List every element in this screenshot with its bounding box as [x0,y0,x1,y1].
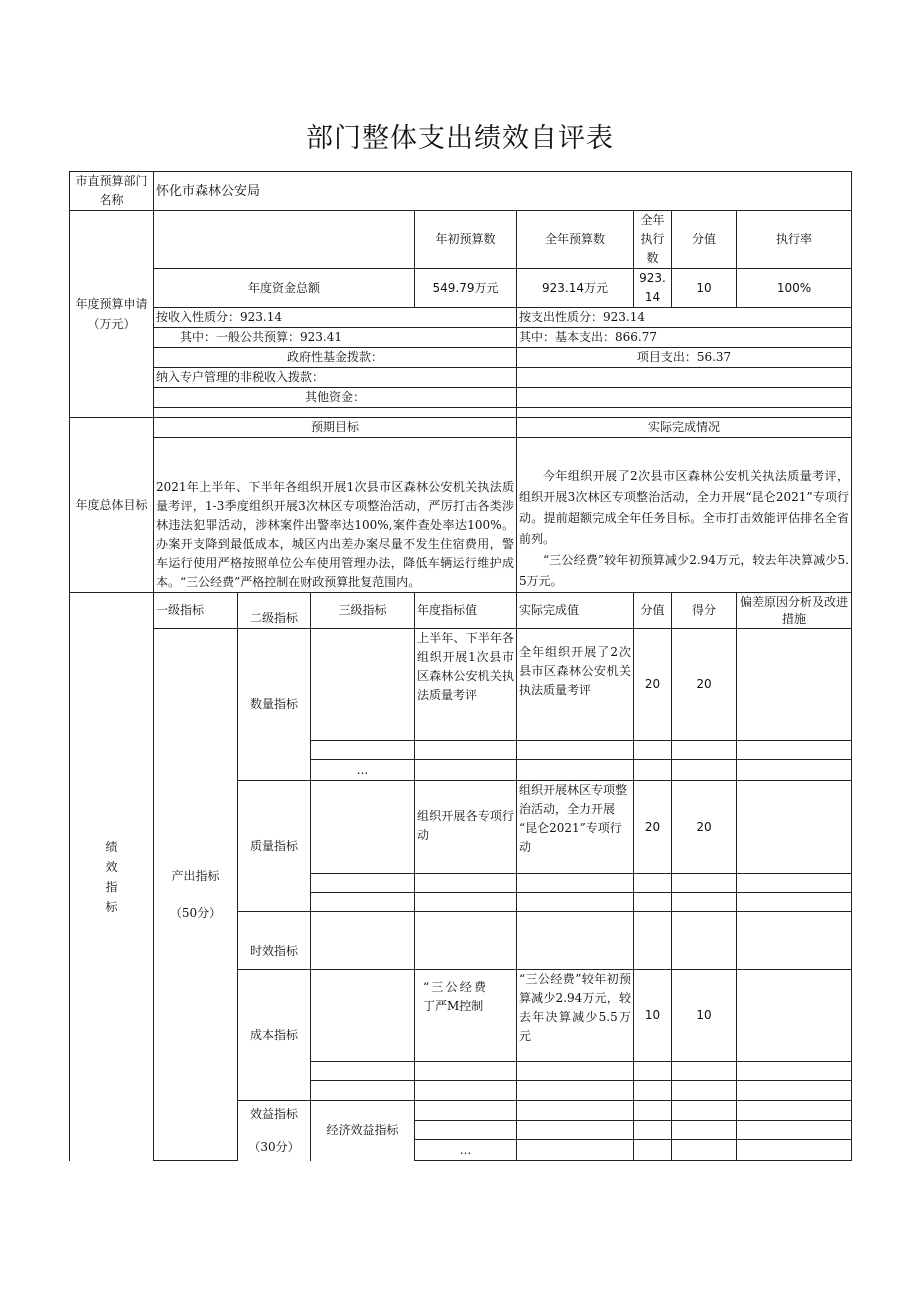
expected-goal-header: 预期目标 [154,418,517,438]
blank-cell [517,741,634,760]
actual-goal-header: 实际完成情况 [517,418,852,438]
blank-cell [737,760,852,781]
quantity-weight: 20 [634,629,672,741]
blank-cell [517,1140,634,1161]
blank-cell [737,1062,852,1081]
quality-actual: 组织开展林区专项整治活动，全力开展 “昆仑2021”专项行动 [517,781,634,874]
general-budget: 其中：一般公共预算：923.41 [154,328,517,348]
blank-cell [634,760,672,781]
benefit-indicator-points: （30分） [248,1139,300,1154]
blank-cell [517,1121,634,1140]
quantity-ellipsis: ... [311,760,415,781]
blank-cell [672,741,737,760]
cost-target: “三公经费丁严M控制 [415,970,517,1062]
dept-label: 市直预算部门名称 [70,172,154,211]
header-weight: 分值 [672,211,737,269]
dept-name: 怀化市森林公安局 [154,172,852,211]
economic-ellipsis: ... [415,1140,517,1161]
blank-cell [737,1121,852,1140]
blank-cell [672,1081,737,1101]
blank-cell [517,368,852,388]
total-exec: 923.14 [634,269,672,308]
quality-score: 20 [672,781,737,874]
blank-cell [634,1121,672,1140]
budget-label: 年度预算申请（万元） [70,211,154,418]
gov-fund: 政府性基金拨款： [154,348,517,368]
l3-header: 三级指标 [311,593,415,629]
goals-label: 年度总体目标 [70,418,154,593]
blank-cell [672,874,737,893]
output-indicator-name: 产出指标 [171,868,220,883]
blank-cell [737,893,852,912]
benefit-indicator-name: 效益指标 [249,1106,298,1121]
economic-indicator: 经济效益指标 [311,1101,415,1161]
target-header: 年度指标值 [415,593,517,629]
quality-weight: 20 [634,781,672,874]
nontax-income: 纳入专户管理的非税收入拨款： [154,368,517,388]
actual-header: 实际完成值 [517,593,634,629]
total-initial: 549.79万元 [415,269,517,308]
blank-cell [737,741,852,760]
blank-cell [672,1140,737,1161]
blank-cell [517,912,634,970]
l2-header: 二级指标 [238,593,311,629]
blank-cell [634,893,672,912]
quality-analysis [737,781,852,874]
blank-cell [517,388,852,408]
quantity-actual: 全年组织开展了2次县市区森林公安机关执法质量考评 [517,629,634,741]
blank-cell [415,874,517,893]
blank-cell [154,408,517,418]
blank-cell [311,629,415,741]
blank-cell [415,1121,517,1140]
blank-cell [311,912,415,970]
blank-cell [415,1081,517,1101]
blank-cell [634,1062,672,1081]
header-exec: 全年执行数 [634,211,672,269]
cost-indicator: 成本指标 [238,970,311,1101]
quality-indicator: 质量指标 [238,781,311,912]
blank-cell [517,874,634,893]
blank-cell [415,760,517,781]
blank-cell [517,408,852,418]
blank-cell [634,912,672,970]
blank-cell [311,874,415,893]
basic-expense: 其中：基本支出：866.77 [517,328,852,348]
blank-cell [517,760,634,781]
header-initial: 年初预算数 [415,211,517,269]
total-rate: 100% [737,269,852,308]
blank-cell [311,1062,415,1081]
output-indicator-points: （50分） [169,905,222,920]
cost-score: 10 [672,970,737,1062]
blank-cell [415,912,517,970]
blank-cell [517,1081,634,1101]
blank-cell [672,893,737,912]
benefit-indicator-cell [238,1101,311,1161]
perf-label: 绩效指标 [70,593,154,1161]
blank-cell [737,1101,852,1121]
blank-cell [672,1101,737,1121]
expected-goal-text: 2021年上半年、下半年各组织开展1次县市区森林公安机关执法质量考评，1-3季度组织开展3次林区专项整治活动，严厉打击各类涉林违法犯罪活动，涉林案件出警率达100%,案件查处率达100%。办案开支降到最低成本，城区内出差办案尽量不发生住宿费用，警车运行使用严格按照单位公车使用管理办法，降低车辆运行维护成本。“三公经费”严格控制在财政预算批复范围内。 [154,438,517,593]
blank-cell [634,874,672,893]
header-rate: 执行率 [737,211,852,269]
evaluation-table [69,171,852,1161]
blank-cell [415,893,517,912]
blank-cell [517,1062,634,1081]
actual-goal-text: 今年组织开展了2次县市区森林公安机关执法质量考评，组织开展3次林区专项整治活动，全力开展“昆仑2021”专项行动。提前超额完成全年任务目标。全市打击效能评估排名全省前列。 [519,469,850,546]
blank-cell [415,741,517,760]
blank-cell [672,1121,737,1140]
cost-weight: 10 [634,970,672,1062]
l1-header: 一级指标 [154,593,238,629]
timeliness-indicator: 时效指标 [238,912,311,970]
blank-cell [311,1081,415,1101]
page-title: 部门整体支出绩效自评表 [306,123,614,154]
blank-cell [737,1081,852,1101]
header-full: 全年预算数 [517,211,634,269]
blank-cell [517,1101,634,1121]
blank-cell [634,1101,672,1121]
blank-cell [737,1140,852,1161]
total-full: 923.14万元 [517,269,634,308]
blank-cell [415,1062,517,1081]
blank-cell [311,970,415,1062]
cost-analysis [737,970,852,1062]
quantity-target: 上半年、下半年各组织开展1次县市区森林公安机关执法质量考评 [415,629,517,741]
budget-header-blank [154,211,415,269]
blank-cell [737,912,852,970]
blank-cell [311,893,415,912]
expense-nature: 按支出性质分：923.14 [517,308,852,328]
quantity-analysis [737,629,852,741]
quality-target: 组织开展各专项行动 [415,781,517,874]
score-header: 得分 [672,593,737,629]
income-nature: 按收入性质分：923.14 [154,308,517,328]
analysis-header: 偏差原因分析及改进措施 [737,593,852,629]
blank-cell [311,781,415,874]
blank-cell [672,1062,737,1081]
cost-actual: “三公经费”较年初预算减少2.94万元，较去年决算减少5.5万元 [517,970,634,1062]
quantity-score: 20 [672,629,737,741]
blank-cell [672,912,737,970]
other-funds: 其他资金： [154,388,517,408]
blank-cell [634,741,672,760]
blank-cell [737,874,852,893]
actual-goal-text-cost: “三公经费”较年初预算减少2.94万元，较去年决算减少5.5万元。 [519,553,850,588]
total-label: 年度资金总额 [154,269,415,308]
project-expense: 项目支出：56.37 [517,348,852,368]
quantity-indicator: 数量指标 [238,629,311,781]
weight-header: 分值 [634,593,672,629]
total-weight: 10 [672,269,737,308]
blank-cell [311,741,415,760]
blank-cell [415,1101,517,1121]
blank-cell [517,893,634,912]
blank-cell [634,1081,672,1101]
blank-cell [634,1140,672,1161]
blank-cell [672,760,737,781]
